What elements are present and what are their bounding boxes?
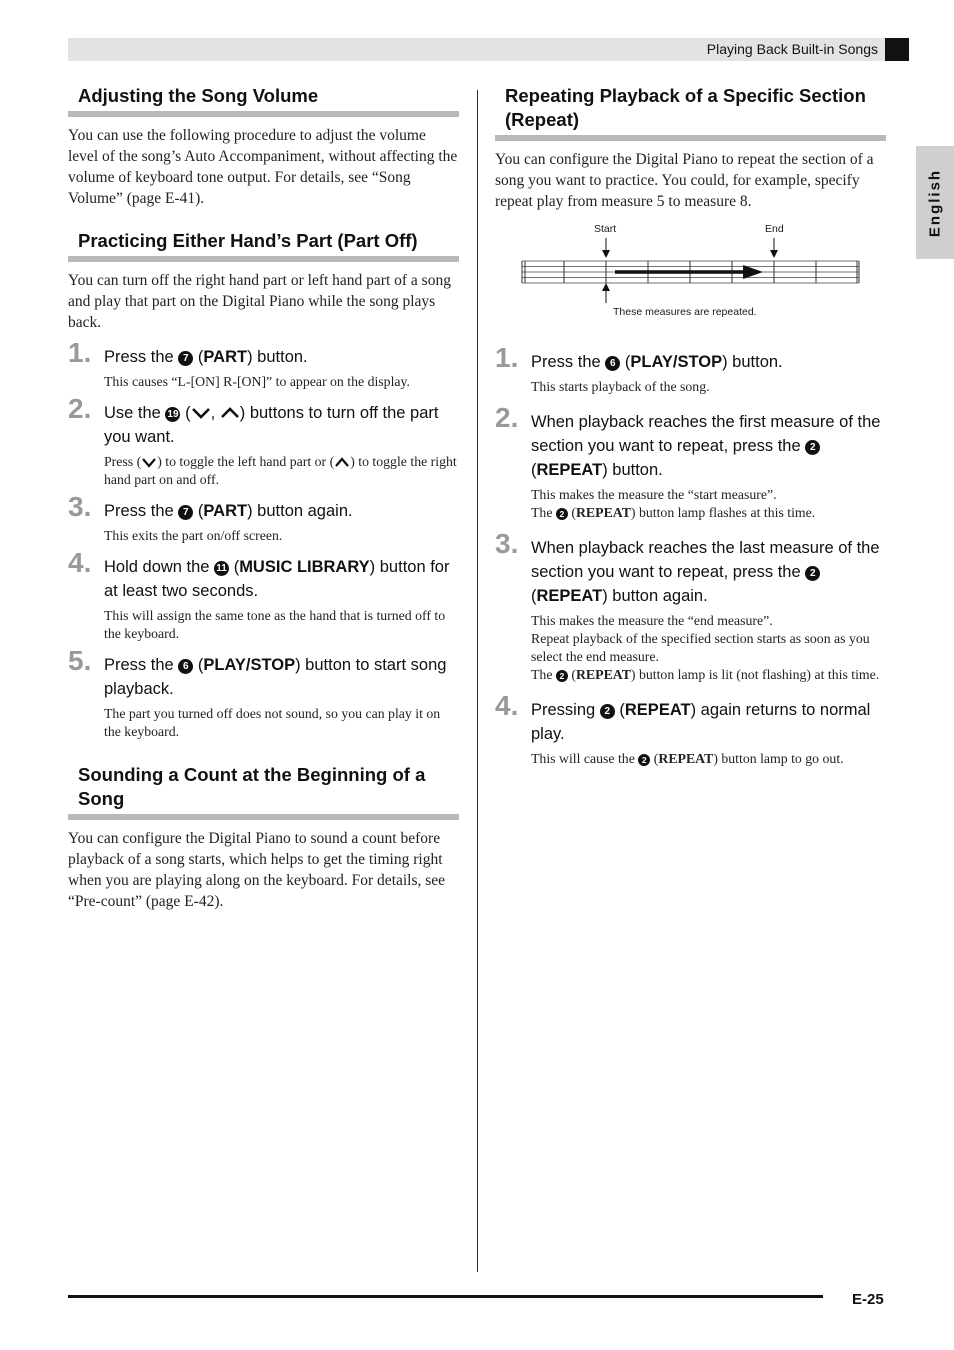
section-body: You can use the following procedure to adjust the volume level of the song’s Auto Accompaniment, without affecting the volume of keyboard tone output. For details, see “Song Volume” (page E-41). (68, 127, 458, 207)
button-number-icon: 19 (167, 409, 179, 420)
section-body: You can turn off the right hand part or left hand part of a song and play that part on the Digital Piano while the song plays back. (68, 272, 451, 331)
step-note (104, 453, 459, 489)
note-line: This makes the measure the “start measure”. (531, 487, 777, 502)
button-number-icon: 11 (214, 561, 229, 576)
button-name: REPEAT (624, 701, 691, 719)
step-text: Press the (104, 348, 174, 366)
button-number-icon: 6 (605, 356, 620, 371)
separator: , (210, 404, 216, 422)
button-name: PLAY/STOP (203, 656, 296, 674)
step-number: 2. (495, 402, 519, 433)
step-note: This exits the part on/off screen. (104, 528, 283, 543)
left-column (68, 84, 459, 912)
step-text: ) button. (602, 461, 663, 479)
button-name: REPEAT (658, 751, 714, 766)
column-divider (477, 90, 478, 1272)
note-text: The (531, 505, 553, 520)
paren: ( (233, 558, 240, 576)
note-text: ) button lamp is lit (not flashing) at this time. (630, 667, 880, 682)
button-name: PLAY/STOP (630, 353, 723, 371)
step-text: ) button for at least two seconds. (104, 558, 450, 600)
button-name: PART (203, 502, 248, 520)
section-body: You can configure the Digital Piano to sound a count before playback of a song starts, which helps to get the timing right when you are playing along on the keyboard. For details, see “Pre-count” (page E-42). (68, 830, 446, 910)
diagram-caption: These measures are repeated. (613, 306, 757, 318)
step-number: 4. (68, 547, 92, 578)
paren: ( (571, 505, 576, 520)
step-4 (68, 547, 459, 643)
step-number: 3. (495, 528, 519, 559)
section-heading: Sounding a Count at the Beginning of a Song (68, 763, 459, 820)
step-text: Use the (104, 404, 161, 422)
button-number-icon: 2 (638, 754, 650, 766)
paren: ( (531, 461, 537, 479)
step-4 (495, 690, 886, 768)
step-note (531, 486, 886, 522)
step-instruction (531, 350, 886, 374)
button-number-icon: 2 (600, 704, 615, 719)
note-text: ) to toggle the right hand part on and off. (104, 454, 457, 487)
section-repeat (495, 84, 886, 768)
step-number: 4. (495, 690, 519, 721)
note-text: ) button lamp flashes at this time. (630, 505, 816, 520)
chevron-down-icon (191, 406, 211, 420)
step-note (531, 750, 886, 768)
step-instruction (104, 345, 459, 369)
button-number-icon: 2 (805, 440, 820, 455)
paren: ( (624, 353, 631, 371)
step-text: ) buttons to turn off the part you want. (104, 404, 439, 446)
note-text: This will cause the (531, 751, 635, 766)
section-heading: Practicing Either Hand’s Part (Part Off) (68, 229, 459, 262)
section-heading: Repeating Playback of a Specific Section (Repeat) (495, 84, 886, 141)
step-text: Hold down the (104, 558, 210, 576)
step-note: This will assign the same tone as the hand that is turned off to the keyboard. (104, 608, 446, 641)
repeat-range-arrowhead (743, 265, 763, 279)
button-name: REPEAT (575, 505, 631, 520)
step-text: ) button. (247, 348, 308, 366)
diagram-end-label: End (765, 223, 784, 235)
step-number: 1. (495, 342, 519, 373)
paren: ( (571, 667, 576, 682)
step-1 (495, 342, 886, 396)
return-arrowhead (602, 283, 610, 291)
chevron-up-icon (334, 457, 350, 468)
note-line: This makes the measure the “end measure”. (531, 613, 773, 628)
chevron-down-icon (141, 457, 157, 468)
footer-rule (68, 1295, 823, 1298)
section-body: You can configure the Digital Piano to repeat the section of a song you want to practice. You could, for example, specify repeat play from measure 5 to measure 8. (495, 151, 874, 210)
paren: ( (531, 587, 537, 605)
step-instruction (531, 536, 886, 608)
language-tab-label: English (926, 168, 944, 237)
step-text: When playback reaches the last measure of the section you want to repeat, press the (531, 539, 880, 581)
step-text: ) button to start song playback. (104, 656, 447, 698)
button-name: REPEAT (575, 667, 631, 682)
paren: ( (653, 751, 659, 766)
note-line (531, 666, 886, 684)
paren: ( (197, 656, 204, 674)
paren: ( (197, 502, 204, 520)
right-column (495, 84, 886, 768)
step-note: The part you turned off does not sound, so you can play it on the keyboard. (104, 706, 441, 739)
button-name: MUSIC LIBRARY (239, 558, 370, 576)
button-number-icon: 6 (178, 659, 193, 674)
step-text: Press the (104, 502, 174, 520)
header-marker-block (885, 38, 909, 61)
section-heading: Adjusting the Song Volume (68, 84, 459, 117)
running-header (68, 38, 909, 61)
section-song-volume (68, 84, 459, 209)
paren: ( (185, 404, 191, 422)
start-marker-arrowhead (602, 250, 610, 258)
step-text: ) button again. (247, 502, 353, 520)
step-text: ) again returns to normal play. (531, 701, 871, 743)
step-instruction (531, 698, 886, 746)
step-note: This causes “L-[ON] R-[ON]” to appear on the display. (104, 374, 410, 389)
section-part-off (68, 229, 459, 741)
running-header-title: Playing Back Built-in Songs (706, 41, 878, 57)
step-5 (68, 645, 459, 741)
button-number-icon: 7 (178, 505, 193, 520)
step-2 (68, 393, 459, 489)
step-text: Press the (531, 353, 601, 371)
step-text: Press the (104, 656, 174, 674)
note-line (531, 504, 886, 522)
button-name: PART (203, 348, 248, 366)
step-instruction (531, 410, 886, 482)
step-3 (68, 491, 459, 545)
step-instruction (104, 401, 459, 449)
button-number-icon: 7 (178, 351, 193, 366)
step-3 (495, 528, 886, 684)
step-instruction (104, 499, 459, 523)
section-count (68, 763, 459, 912)
step-text: When playback reaches the first measure of the section you want to repeat, press the (531, 413, 881, 455)
button-number-icon: 2 (556, 670, 568, 682)
diagram-start-label: Start (594, 223, 617, 235)
note-text: The (531, 667, 553, 682)
step-instruction (104, 555, 459, 603)
language-tab (916, 146, 954, 259)
step-instruction (104, 653, 459, 701)
note-text: Press ( (104, 454, 142, 469)
step-number: 1. (68, 337, 92, 368)
paren: ( (197, 348, 204, 366)
step-text: ) button. (722, 353, 783, 371)
button-number-icon: 2 (556, 508, 568, 520)
note-text: ) to toggle the left hand part or ( (157, 454, 335, 469)
step-text: ) button again. (602, 587, 708, 605)
step-text: Pressing (531, 701, 596, 719)
step-1 (68, 337, 459, 391)
note-text: ) button lamp to go out. (713, 751, 844, 766)
note-line: Repeat playback of the specified section starts as soon as you select the end measure. (531, 631, 870, 664)
button-name: REPEAT (536, 461, 603, 479)
page-number: E-25 (852, 1291, 884, 1308)
button-name: REPEAT (536, 587, 603, 605)
step-note: This starts playback of the song. (531, 379, 710, 394)
repeat-diagram (495, 220, 886, 330)
step-number: 2. (68, 393, 92, 424)
step-2 (495, 402, 886, 522)
step-number: 3. (68, 491, 92, 522)
step-note (531, 612, 886, 684)
chevron-up-icon (220, 406, 240, 420)
paren: ( (619, 701, 625, 719)
end-marker-arrowhead (770, 250, 778, 258)
step-number: 5. (68, 645, 92, 676)
button-number-icon: 2 (805, 566, 820, 581)
